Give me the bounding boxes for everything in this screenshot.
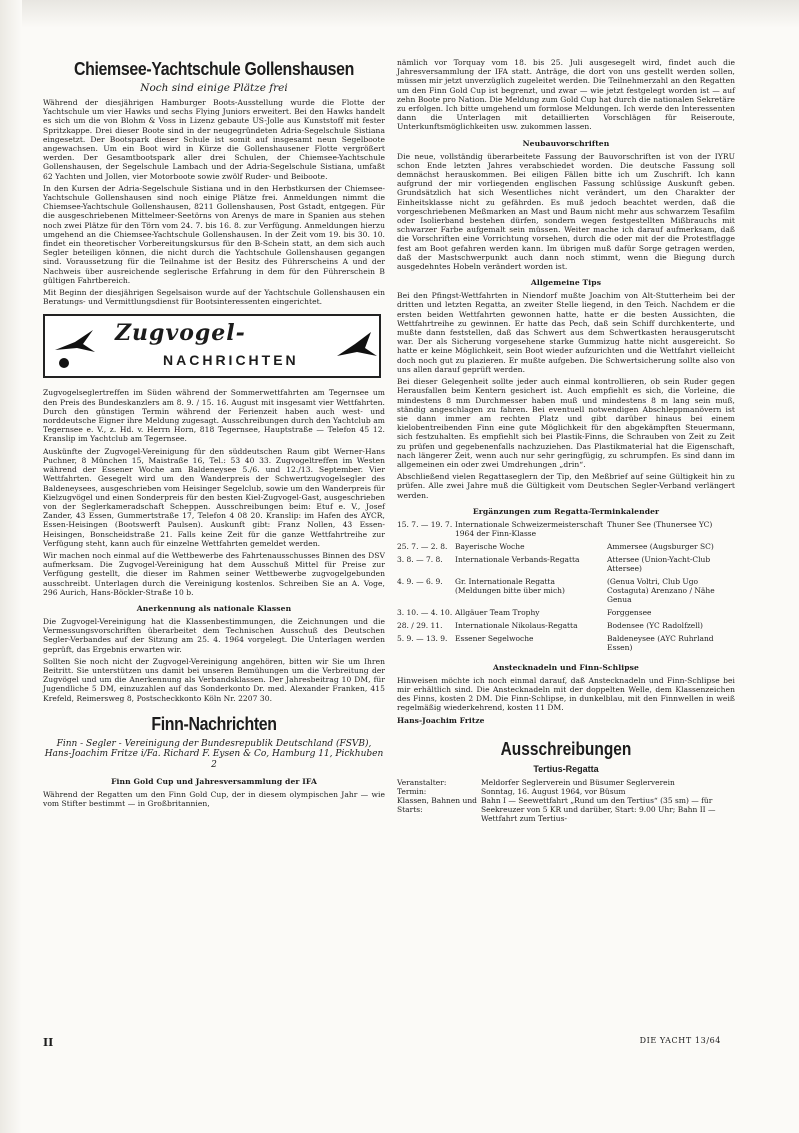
regatta-event: Internationale Nikolaus-Regatta: [455, 620, 578, 630]
scan-edge-left: [0, 0, 22, 1133]
anstecknadeln-paragraph: Hinweisen möchte ich noch einmal darauf, daß Anstecknadeln und Finn-Schlipse bei mir erhältlich sind. Die Anstecknadeln mit der doppelten Welle, dem Klassenzeichen des Finns, kosten 2 DM. Die Finn-Schlipse, in dunkelblau, mit den Finnwellen in weiß regelmäßig wiederkehrend, kosten 11 DM.: [397, 675, 735, 713]
flying-bird-icon: [335, 330, 379, 358]
tertius-key: Veranstalter:: [397, 777, 447, 787]
table-row: [397, 796, 735, 823]
regatta-dates: 28. / 29. 11.: [397, 620, 443, 630]
tips-paragraph: Bei den Pfingst-Wettfahrten in Niendorf mußte Joachim von Alt-Stutterheim bei der dritten und letzten Regatta, an zweiter Stelle liegend, in den Teich. Nachdem er die ersten beiden Wettfahrten gewonnen hatte, hatte er die besten Aussichten, die Wettfahrtreihe zu gewinnen. Er hatte das Pech, daß sein Schiff durchkenterte, und mußte dann feststellen, daß das Schwert aus dem Schwertkasten herausgerutscht war. Der als Sicherung vorgesehene starke Gummizug hatte nicht ausgereicht. So hatte er keine Möglichkeit, sein Boot wieder aufzurichten und die Wettfahrt vielleicht doch noch gut zu plazieren. Er mußte aufgeben. Die Schwertsicherung sollte also von uns allen darauf geprüft werden.: [397, 291, 735, 374]
zugvogel-paragraph: Auskünfte der Zugvogel-Vereinigung für den süddeutschen Raum gibt Werner-Hans Puchner, 8 München 15, Maistraße 16, Tel.: 53 40 33. Zugvogeltreffen im Westen während der Essener Woche am Baldeneysee 5./6. und 12./13. September. Vier Wettfahrten. Gesegelt wird um den Wanderpreis der Schwertzugvogelsegler des Baldeneysees, ausgeschrieben vom Heisinger Segelclub, sowie um den Wanderpreis für Kielzugvögel und einen Sonderpreis für den besten Kiel-Zugvogel-Gast, ausgeschrieben von der Seglerkameradschaft Scheppen. Ausschreibungen beim: Etuf e. V., Josef Zander, 43 Essen, Gummertstraße 17, Telefon 4 08 20. Kranslip: im Hafen des AYCR, Essen-Heisingen (Bootswerft Paulsen). Auskunft gibt: Franz Nollen, 43 Essen-Heisingen, Bonscheidstraße 21. Falls keine Zeit für die ganze Wettfahrtreihe zur Verfügung steht, kann auch für einzelne Wettfahrten gemeldet werden.: [43, 446, 385, 548]
regatta-dates: 15. 7. — 19. 7.: [397, 519, 453, 529]
table-row: [397, 787, 735, 796]
finn-title: Finn-Nachrichten: [151, 712, 277, 734]
anstecknadeln-heading: Anstecknadeln und Finn-Schlipse: [493, 662, 639, 672]
anerkennung-paragraph: Die Zugvogel-Vereinigung hat die Klassenbestimmungen, die Zeichnungen und die Vermessungsvorschriften überarbeitet dem Technischen Ausschuß des Deutschen Segler-Verbandes auf der Sitzung am 25. 4. 1964 vorgelegt. Die Unterlagen werden geprüft, das Ergebnis erwarten wir.: [43, 616, 385, 654]
regatta-event: Allgäuer Team Trophy: [455, 607, 540, 617]
dot-icon: [59, 358, 69, 368]
regatta-place: Attersee (Union-Yacht-Club Attersee): [607, 554, 711, 573]
tips-paragraph: Bei dieser Gelegenheit sollte jeder auch einmal kontrollieren, ob sein Ruder gegen Herausfallen beim Kentern gesichert ist. Auch empfiehlt es sich, die Vorleine, die mindestens 8 mm Durchmesser haben muß und mindestens 8 m lang sein muß, ständig angeschlagen zu fahren. Bei eventuell notwendigen Abschleppmanövern ist sie dann immer am rechten Platz und gibt darüber hinaus bei einem kielobentreibenden Finn eine gute Möglichkeit für den abgekämpften Steuermann, sich festzuhalten. Es empfiehlt sich bei Plastik-Finns, die Schrauben von Zeit zu Zeit zu prüfen und gegebenenfalls nachzuziehen. Das Plastikmaterial hat die Eigenschaft, nach längerer Zeit, wenn auch nur sehr geringfügig, zu schrumpfen. Es sind dann im allgemeinen ein oder zwei Umdrehungen „drin“.: [397, 377, 735, 469]
finn-goldcup-paragraph: Während der Regatten um den Finn Gold Cup, der in diesem olympischen Jahr — wie vom Stifter bestimmt — in Großbritannien,: [43, 790, 385, 809]
regatta-table: [397, 520, 735, 656]
regatta-event: Internationale Schweizermeisterschaft 1964 der Finn-Klasse: [455, 519, 603, 538]
neubau-heading: Neubauvorschriften: [522, 138, 610, 148]
table-row: [397, 634, 735, 656]
regatta-dates: 25. 7. — 2. 8.: [397, 541, 448, 551]
zugvogel-paragraph: Wir machen noch einmal auf die Wettbewerbe des Fahrtenausschusses Binnen des DSV aufmerksam. Die Zugvogel-Vereinigung hat dem Ausschuß Mittel für Preise zur Verfügung gestellt, die dieser im Rahmen seiner Wettbewerbe zugvogelgebunden ausschreibt. Unterlagen durch die Vereinigung kostenlos. Schreiben Sie an A. Voge, 296 Aurich, Hans-Böckler-Straße 10 b.: [43, 550, 385, 597]
tertius-value: Sonntag, 16. August 1964, vor Büsum: [481, 786, 626, 796]
tertius-value: Bahn I — Seewettfahrt „Rund um den Tertius“ (35 sm) — für Seekreuzer von 5 KR und darüber, Start: 9.00 Uhr; Bahn II — Wettfahrt zum Tertius-: [481, 795, 716, 823]
tertius-table: [397, 778, 735, 823]
chiemsee-title: Chiemsee-Yachtschule Gollenshausen: [73, 58, 355, 79]
regatta-event: Gr. Internationale Regatta (Meldungen bitte über mich): [455, 576, 565, 595]
regatta-dates: 3. 8. — 7. 8.: [397, 554, 443, 564]
table-row: [397, 542, 735, 555]
regatta-place: Baldeneysee (AYC Ruhrland Essen): [607, 633, 714, 652]
regatta-dates: 5. 9. — 13. 9.: [397, 633, 448, 643]
regatta-dates: 3. 10. — 4. 10.: [397, 607, 453, 617]
tertius-key: Termin:: [397, 786, 427, 796]
chiemsee-paragraph: Mit Beginn der diesjährigen Segelsaison wurde auf der Yachtschule Gollenshausen ein Beratungs- und Vermittlungsdienst für Bootsinteressenten eingerichtet.: [43, 288, 385, 307]
left-column: [43, 52, 385, 812]
table-row: [397, 555, 735, 577]
zugvogel-paragraph: Zugvogelseglertreffen im Süden während der Sommerwettfahrten am Tegernsee um den Preis des Bundeskanzlers am 8. 9. / 15. 16. August mit insgesamt vier Wettfahrten. Durch den günstigen Termin während der Ferienzeit haben auch west- und norddeutsche Eigner ihre Meldung zugesagt. Ausschreibungen durch den Yachtclub am Tegernsee e. V., z. Hd. v. Herrn Horn, 818 Tegernsee, Hauptstraße — Telefon 45 12. Kranslip im Yachtclub am Tegernsee.: [43, 388, 385, 444]
scan-edge-top: [0, 0, 799, 28]
regatta-event: Bayerische Woche: [455, 541, 525, 551]
finn-organisation: Finn - Segler - Vereinigung der Bundesrepublik Deutschland (FSVB), Hans-Joachim Fritze i/Fa. Richard F. Eysen & Co, Hamburg 11, Pickhuben 2: [44, 738, 384, 770]
tips-paragraph: Abschließend vielen Regattaseglern der Tip, den Meßbrief auf seine Gültigkeit hin zu prüfen. Alle zwei Jahre muß die Gültigkeit vom Deutschen Segler-Verband verlängert werden.: [397, 472, 735, 500]
tertius-heading: Tertius-Regatta: [533, 763, 599, 774]
chiemsee-paragraph: Während der diesjährigen Hamburger Boots-Ausstellung wurde die Flotte der Yachtschule um vier Hawks und sechs Flying Juniors erweitert. Bei den Hawks handelt es sich um die von Blohm & Voss in Lizenz gebaute US-Jolle aus Kunststoff mit fester Spritzkappe. Drei dieser Boote sind in der neugegründeten Adria-Segelschule Sistiana eingesetzt. Der Bootspark dieser Schule ist somit auf insgesamt neun Segelboote angewachsen. Um ein Boot wird in Kürze die Gollenshausener Flotte vergrößert werden. Der Gesamtbootspark aller drei Schulen, der Chiemsee-Yachtschule Gollenshausen, der Segelschule Lambach und der Adria-Segelschule Sistiana, umfaßt 62 Yachten und Jollen, vier Motorboote sowie zwölf Ruder- und Beiboote.: [43, 98, 385, 181]
regatta-place: Ammersee (Augsburger SC): [607, 541, 714, 551]
zugvogel-banner-title: Zugvogel-: [115, 320, 246, 347]
tips-heading: Allgemeine Tips: [530, 278, 602, 288]
finn-goldcup-heading: Finn Gold Cup und Jahresversammlung der IFA: [111, 777, 317, 787]
regatta-place: Thuner See (Thunersee YC): [607, 519, 713, 529]
finn-goldcup-continued: nämlich vor Torquay vom 18. bis 25. Juli ausgesegelt wird, findet auch die Jahresversammlung der IFA statt. Anträge, die dort von uns gestellt werden sollen, müssen mir jetzt unverzüglich zugeleitet werden. Die Teilnehmerzahl an den Regatten um den Finn Gold Cup ist begrenzt, und zwar — wie jetzt festgelegt worden ist — auf zehn Boote pro Nation. Die Meldung zum Gold Cup hat durch die nationalen Sekretäre zu erfolgen. Ich bitte umgehend um formlose Meldungen. Ich werde den Interessenten dann die Unterlagen mit detaillierten Vorschlägen für Reiseroute, Unterkunftsmöglichkeiten usw. zukommen lassen.: [397, 58, 735, 132]
table-row: [397, 577, 735, 608]
regatta-dates: 4. 9. — 6. 9.: [397, 576, 443, 586]
ausschreibungen-title: Ausschreibungen: [500, 738, 632, 759]
zugvogel-banner-subtitle: NACHRICHTEN: [163, 352, 299, 369]
regatta-event: Internationale Verbands-Regatta: [455, 554, 580, 564]
neubau-paragraph: Die neue, vollständig überarbeitete Fassung der Bauvorschriften ist von der IYRU schon Ende letzten Jahres verabschiedet worden. Die deutsche Fassung soll demnächst herauskommen. Bei eiligen Fällen bitte ich um Zuschrift. Ich kann aufgrund der mir vorliegenden englischen Fassung schlüssige Auskunft geben. Grundsätzlich hat sich Wesentliches nicht verändert, um den Charakter der Einheitsklasse nicht zu gefährden. Es muß jedoch beachtet werden, daß die vorgeschriebenen Meßmarken an Mast und Baum nicht mehr aus schwarzem Tesafilm oder Isolierband bestehen dürfen, sondern wegen festgestellten Mißbrauchs mit schwarzer Farbe aufgemalt sein müssen. Weiter mache ich darauf aufmerksam, daß die Vorschriften eine Vorrichtung vorsehen, durch die oder mit der die Protestflagge fest am Boot gefahren werden kann. Im übrigen muß dafür Sorge getragen werden, daß der Mastschwerpunkt auch dann noch stimmt, wenn die Biegung durch ausgedehntes Hobeln verändert worden ist.: [397, 151, 735, 272]
regatta-place: (Genua Voltri, Club Ugo Costaguta) Arenzano / Nähe Genua: [607, 576, 715, 604]
anerkennung-heading: Anerkennung als nationale Klassen: [136, 603, 292, 613]
regatta-place: Forggensee: [607, 607, 652, 617]
regatta-event: Essener Segelwoche: [455, 633, 534, 643]
anerkennung-paragraph: Sollten Sie noch nicht der Zugvogel-Vereinigung angehören, bitten wir Sie um Ihren Beitritt. Sie unterstützen uns damit bei unseren Bemühungen um die Verbreitung der Zugvögel und um die Anerkennung als Verbandsklassen. Der Jahresbeitrag 10 DM, für Jugendliche 5 DM, einzuzahlen auf das Sonderkonto Dr. med. Alexander Franken, 415 Krefeld, Reimersweg 8, Postscheckkonto Köln Nr. 2207 30.: [43, 656, 385, 703]
termine-heading: Ergänzungen zum Regatta-Terminkalender: [472, 506, 660, 516]
table-row: [397, 621, 735, 634]
right-column: [397, 58, 735, 823]
chiemsee-subtitle: Noch sind einige Plätze frei: [140, 82, 288, 94]
flying-bird-icon: [53, 328, 97, 354]
signature: Hans-Joachim Fritze: [397, 715, 485, 725]
regatta-place: Bodensee (YC Radolfzell): [607, 620, 703, 630]
table-row: [397, 520, 735, 542]
table-row: [397, 608, 735, 621]
zugvogel-banner: [43, 314, 381, 378]
table-row: [397, 778, 735, 787]
tertius-value: Meldorfer Seglerverein und Büsumer Seglerverein: [481, 777, 675, 787]
page-number: II: [43, 1036, 54, 1049]
chiemsee-paragraph: In den Kursen der Adria-Segelschule Sistiana und in den Herbstkursen der Chiemsee-Yachtschule Gollenshausen sind noch einige Plätze frei. Anmeldungen nimmt die Chiemsee-Yachtschule Gollenshausen, 8211 Gollenshausen, Post Gstadt, entgegen. Für die ausgeschriebenen Mittelmeer-Seetörns von Arenys de mare in Spanien aus stehen noch zwei Plätze für den Törn vom 24. 7. bis 16. 8. zur Verfügung. Anmeldungen hierzu umgehend an die Chiemsee-Yachtschule Gollenshausen. In der Zeit vom 19. bis 30. 10. findet ein theoretischer Vorbereitungskursus für den B-Schein statt, an dem sich auch Segler beteiligen können, die nicht durch die Yachtschule Gollenshausen gegangen sind. Voraussetzung für die Teilnahme ist der Besitz des Führerscheins A und der Nachweis über ausreichende seglerische Erfahrung in dem für den Führerschein B gültigen Fahrtbereich.: [43, 183, 385, 285]
tertius-key: Klassen, Bahnen und Starts:: [397, 795, 477, 814]
issue-label: DIE YACHT 13/64: [639, 1036, 721, 1045]
